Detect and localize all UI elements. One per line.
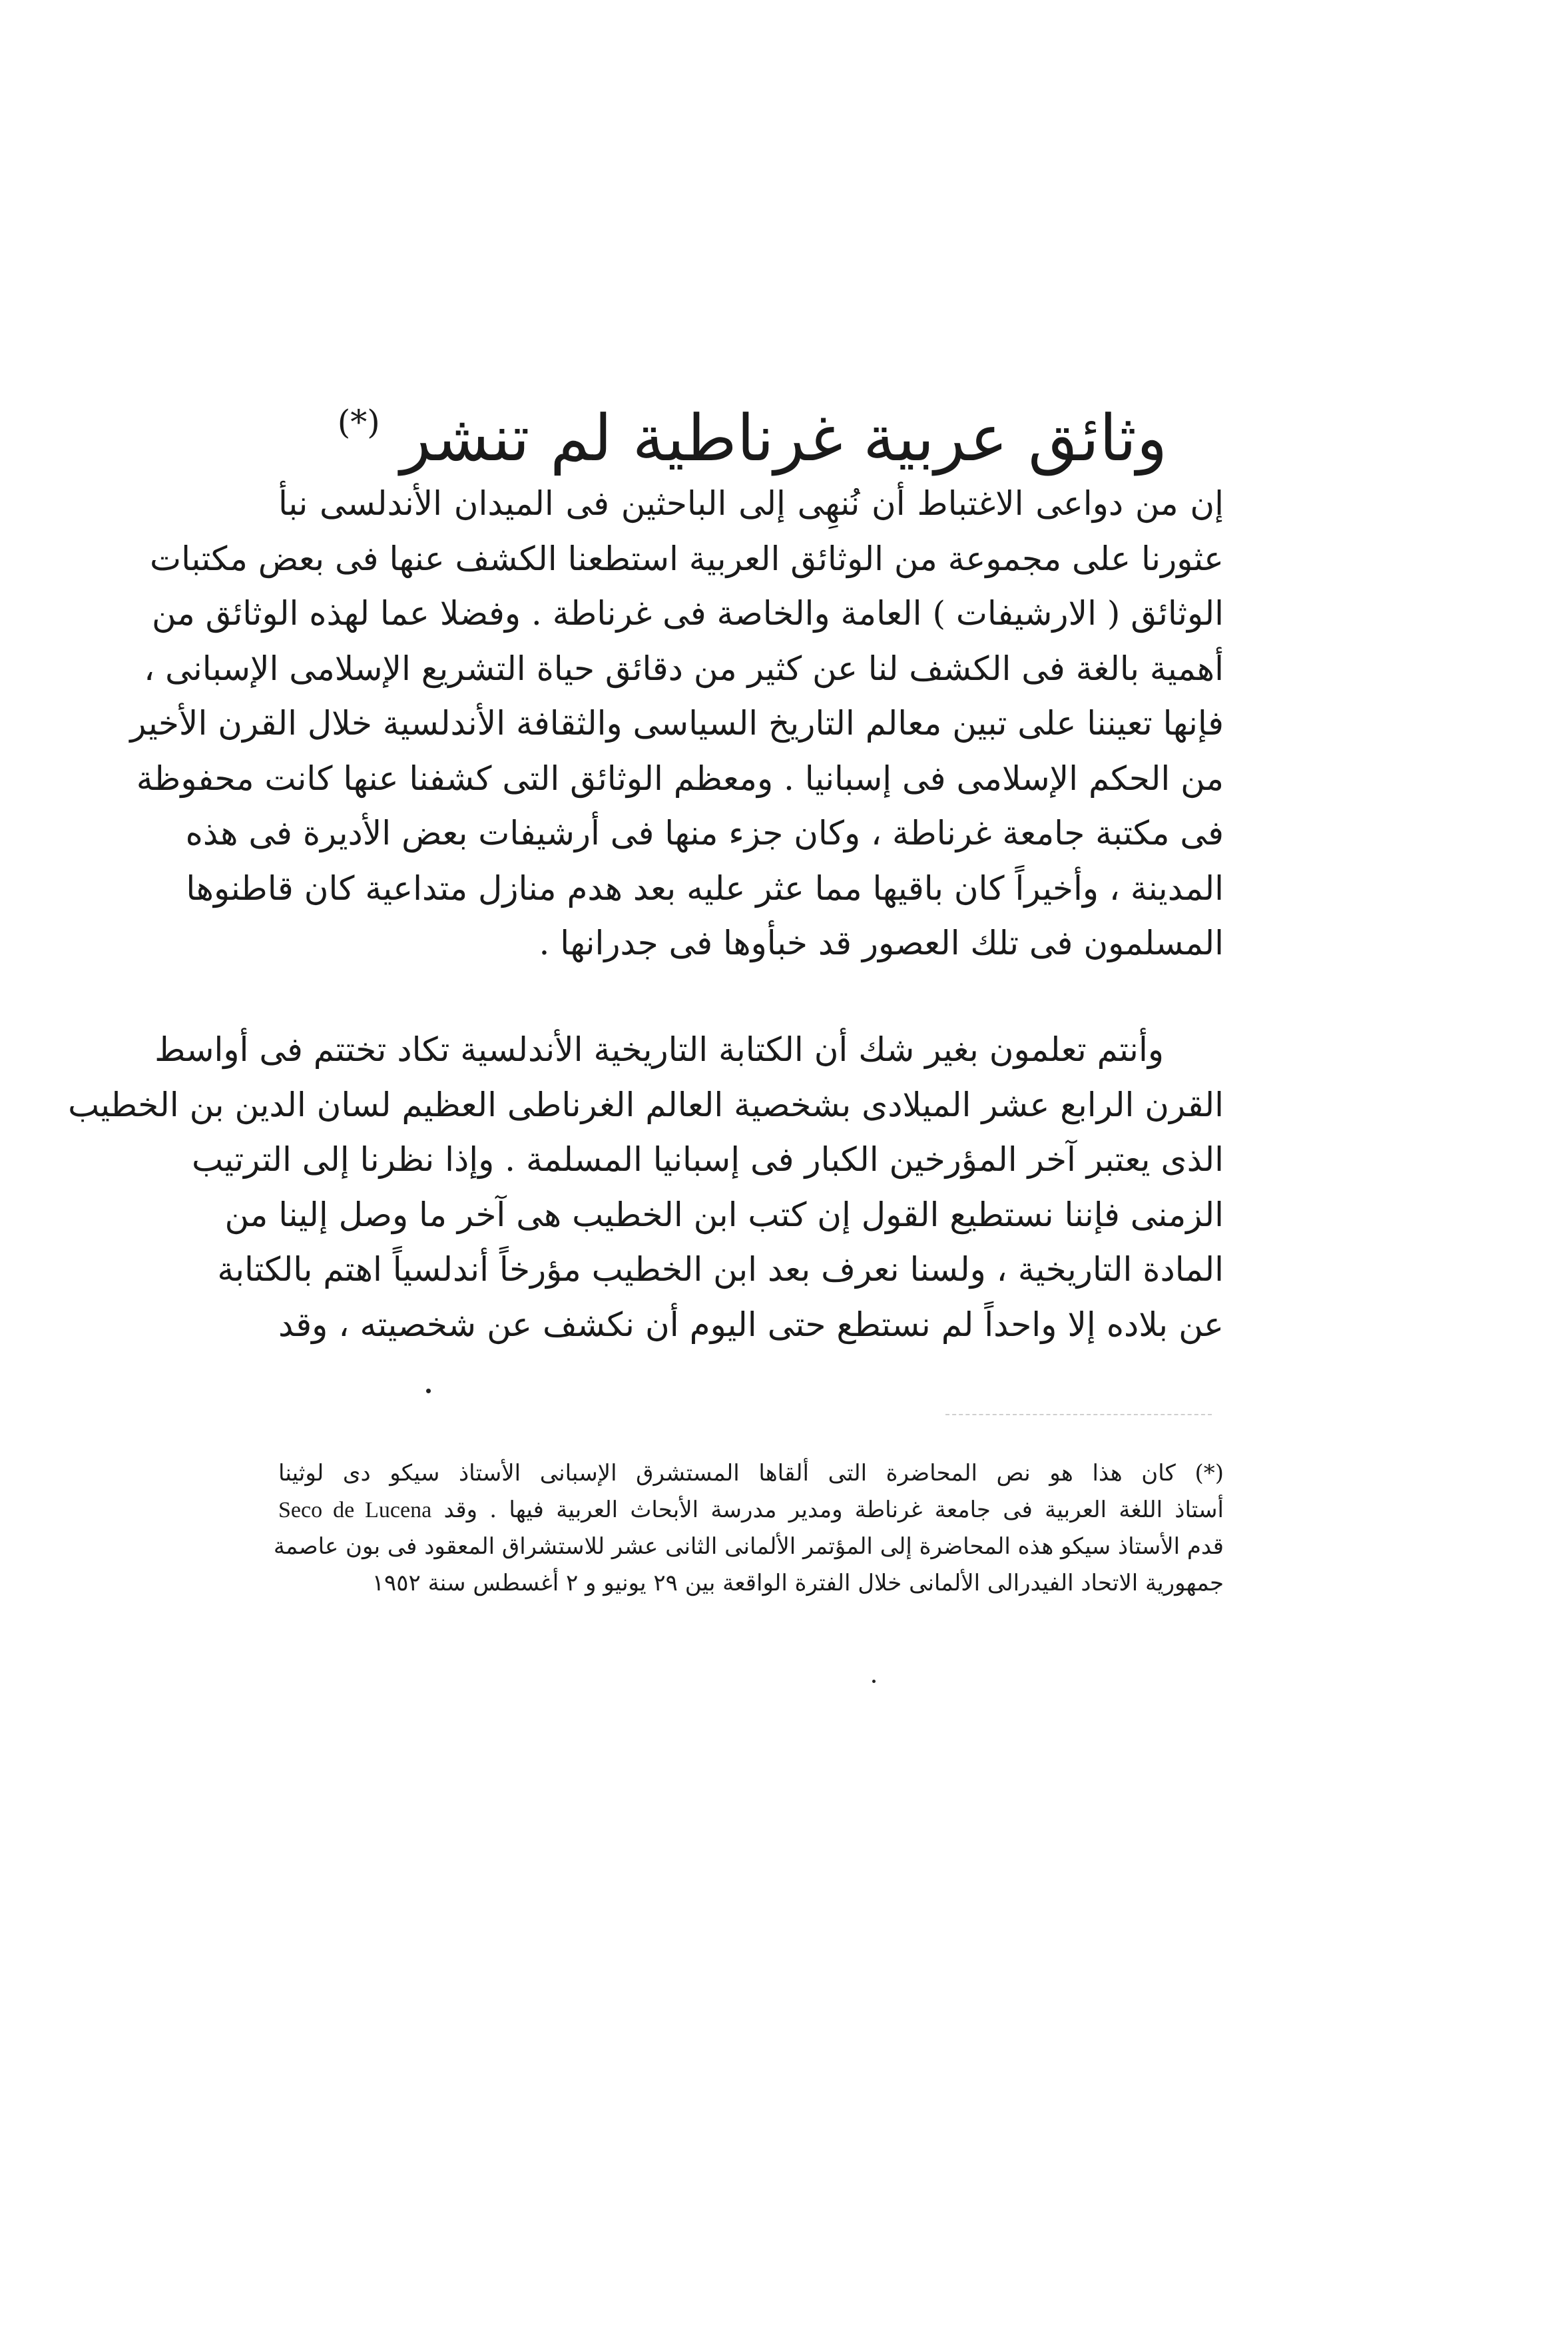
paragraph-line: وأنتم تعلمون بغير شك أن الكتابة التاريخية الأندلسية تكاد تختتم فى أواسط <box>154 1030 1164 1069</box>
footnote-line: (*) كان هذا هو نص المحاضرة التى ألقاها المستشرق الإسبانى الأستاذ سيكو دى لوثينا <box>278 1460 1224 1487</box>
paragraph-line: القرن الرابع عشر الميلادى بشخصية العالم الغرناطى العظيم لسان الدين بن الخطيب <box>68 1085 1224 1124</box>
paragraph-line: المدينة ، وأخيراً كان باقيها مما عثر عليه بعد هدم منازل متداعية كان قاطنوها <box>186 868 1224 908</box>
footnote-line-text: أستاذ اللغة العربية فى جامعة غرناطة ومدير مدرسة الأبحاث العربية فيها . وقد <box>443 1497 1224 1523</box>
title-footnote-mark: (*) <box>337 403 380 442</box>
paragraph-line: المسلمون فى تلك العصور قد خبأوها فى جدرانها . <box>539 924 1224 962</box>
footnote-separator <box>945 1414 1212 1415</box>
paragraph-line: أهمية بالغة فى الكشف لنا عن كثير من دقائق حياة التشريع الإسلامى الإسبانى ، <box>144 649 1224 688</box>
paragraph-line: الوثائق ( الارشيفات ) العامة والخاصة فى غرناطة . وفضلا عما لهذه الوثائق من <box>151 594 1224 633</box>
paragraph-line: المادة التاريخية ، ولسنا نعرف بعد ابن الخطيب مؤرخاً أندلسياً اهتم بالكتابة <box>217 1250 1224 1289</box>
paragraph-line: الزمنى فإننا نستطيع القول إن كتب ابن الخطيب هى آخر ما وصل إلينا من <box>224 1195 1224 1234</box>
footnote-line: قدم الأستاذ سيكو هذه المحاضرة إلى المؤتمر الألمانى الثانى عشر للاستشراق المعقود فى بون عاصمة <box>273 1533 1224 1560</box>
footnote-line: جمهورية الاتحاد الفيدرالى الألمانى خلال الفترة الواقعة بين ٢٩ يونيو و ٢ أغسطس سنة ١٩٥٢ <box>372 1570 1224 1596</box>
paragraph-line: فإنها تعيننا على تبين معالم التاريخ السياسى والثقافة الأندلسية خلال القرن الأخير <box>130 704 1224 743</box>
paragraph-2 <box>68 1022 1224 1352</box>
footnote-latin-name: Seco de Lucena <box>278 1498 432 1522</box>
paragraph-line: من الحكم الإسلامى فى إسبانيا . ومعظم الوثائق التى كشفنا عنها كانت محفوظة <box>136 759 1224 798</box>
ink-speck <box>426 1389 431 1393</box>
footnote <box>273 1455 1224 1602</box>
ink-speck <box>872 1680 876 1683</box>
title-text: وثائق عربية غرناطية لم تنشر <box>400 401 1168 476</box>
paragraph-line: إن من دواعى الاغتباط أن نُنهِى إلى الباحثين فى الميدان الأندلسى نبأ <box>278 484 1224 523</box>
paragraph-line: فى مكتبة جامعة غرناطة ، وكان جزء منها فى أرشيفات بعض الأديرة فى هذه <box>185 814 1224 852</box>
footnote-line <box>278 1492 1224 1528</box>
paragraph-1 <box>130 476 1224 971</box>
paragraph-line: عثورنا على مجموعة من الوثائق العربية استطعنا الكشف عنها فى بعض مكتبات <box>150 539 1224 578</box>
paragraph-line: الذى يعتبر آخر المؤرخين الكبار فى إسبانيا المسلمة . وإذا نظرنا إلى الترتيب <box>192 1140 1224 1179</box>
paragraph-line: عن بلاده إلا واحداً لم نستطع حتى اليوم أن نكشف عن شخصيته ، وقد <box>278 1305 1224 1344</box>
page-title <box>280 376 1225 485</box>
